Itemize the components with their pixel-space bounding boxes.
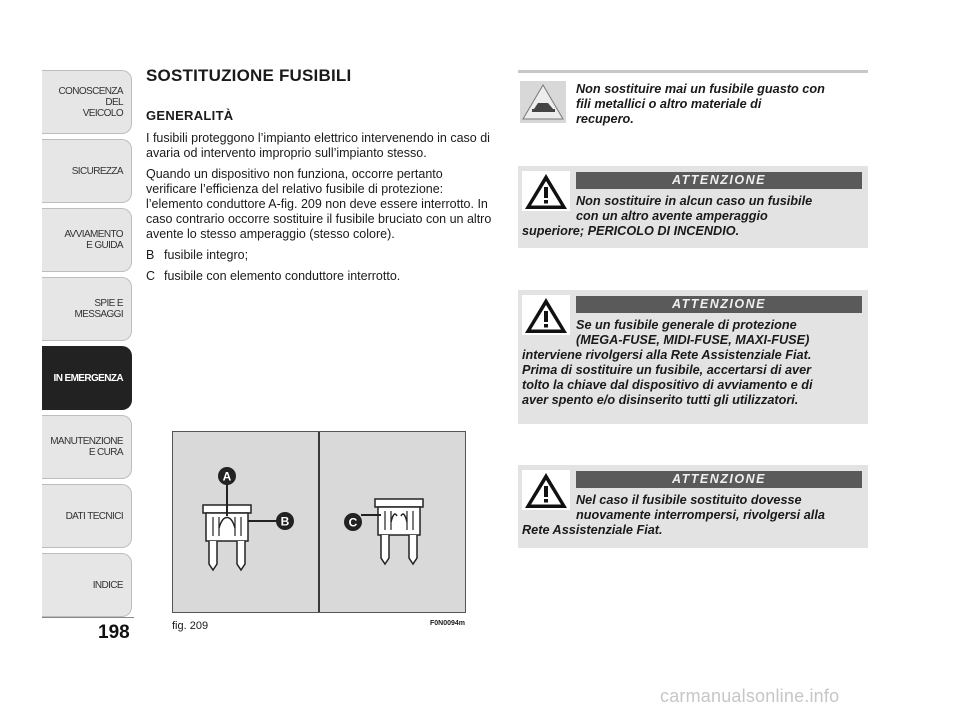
warning-line: Nel caso il fusibile sostituito dovesse xyxy=(576,493,802,507)
paragraph-check: Quando un dispositivo non funziona, occorre pertanto verificare l’efficienza del relativo fusibile di protezione: l’elemento conduttore A-fig. 209 non deve essere interrotto. In caso contrario occorre sostituire il fusibile bruciato con un altro avente lo stesso amperaggio (stesso colore). xyxy=(146,167,492,241)
fuse-figure xyxy=(172,431,466,613)
tab-dati-tecnici[interactable]: DATI TECNICI xyxy=(42,484,132,548)
note-line: recupero. xyxy=(576,112,634,126)
tab-sicurezza[interactable]: SICUREZZA xyxy=(42,139,132,203)
page-number-rule xyxy=(42,617,134,618)
label-a: A xyxy=(222,469,232,484)
main-text-column xyxy=(146,66,496,290)
top-rule xyxy=(518,70,868,73)
label-b-marker xyxy=(276,512,294,530)
warning-box-main-fuse xyxy=(518,290,868,424)
warning-line: Non sostituire in alcun caso un fusibile xyxy=(576,194,813,208)
blown-fuse-drawing xyxy=(361,499,423,564)
label-c: C xyxy=(348,515,358,530)
attention-banner: ATTENZIONE xyxy=(576,296,862,313)
warning-line: nuovamente interrompersi, rivolgersi alla xyxy=(576,508,825,522)
label-a-marker xyxy=(218,467,236,485)
warning-line: aver spento e/o disinserito tutti gli utilizzatori. xyxy=(522,393,799,407)
list-item xyxy=(146,269,496,284)
list-item xyxy=(146,248,496,263)
warning-line: con un altro avente amperaggio xyxy=(576,209,768,223)
warning-line: Prima di sostituire un fusibile, accertarsi di aver xyxy=(522,363,812,377)
list-item-letter: C xyxy=(146,269,156,283)
list-item-letter: B xyxy=(146,248,155,262)
warning-line: Rete Assistenziale Fiat. xyxy=(522,523,663,537)
warning-line: superiore; PERICOLO DI INCENDIO. xyxy=(522,224,740,238)
tab-indice[interactable]: INDICE xyxy=(42,553,132,617)
tab-spie-e-messaggi[interactable]: SPIE E MESSAGGI xyxy=(42,277,132,341)
figure-caption: fig. 209 xyxy=(172,620,209,632)
warning-box-amperage xyxy=(518,166,868,248)
car-on-lift-icon xyxy=(520,81,566,123)
intact-fuse-drawing xyxy=(203,483,277,570)
fuse-illustration xyxy=(173,432,465,612)
figure-code: F0N0094m xyxy=(430,620,466,627)
label-c-marker xyxy=(344,513,362,531)
section-subtitle: GENERALITÀ xyxy=(146,108,234,123)
list-item-text: fusibile con elemento conduttore interrotto. xyxy=(164,269,401,283)
note-metal-wire xyxy=(518,77,868,124)
warning-line: interviene rivolgersi alla Rete Assistenziale Fiat. xyxy=(522,348,812,362)
label-b: B xyxy=(280,514,290,529)
warning-line: tolto la chiave dal dispositivo di avviamento e di xyxy=(522,378,813,392)
warning-box-repeated-failure xyxy=(518,465,868,548)
page-number: 198 xyxy=(98,622,130,643)
watermark: carmanualsonline.info xyxy=(660,686,840,706)
warning-line: Se un fusibile generale di protezione xyxy=(576,318,797,332)
tab-conoscenza-del-veicolo[interactable]: CONOSCENZA DEL VEICOLO xyxy=(42,70,132,134)
tab-in-emergenza[interactable]: IN EMERGENZA xyxy=(42,346,132,410)
note-line: fili metallici o altro materiale di xyxy=(576,97,762,111)
attention-banner: ATTENZIONE xyxy=(576,172,862,189)
paragraph-intro: I fusibili proteggono l’impianto elettrico intervenendo in caso di avaria od intervento improprio sull’impianto stesso. xyxy=(146,131,490,160)
page-title: SOSTITUZIONE FUSIBILI xyxy=(146,66,352,85)
attention-banner: ATTENZIONE xyxy=(576,471,862,488)
tab-manutenzione-e-cura[interactable]: MANUTENZIONE E CURA xyxy=(42,415,132,479)
list-item-text: fusibile integro; xyxy=(164,248,249,262)
note-line: Non sostituire mai un fusibile guasto con xyxy=(576,82,825,96)
tab-avviamento-e-guida[interactable]: AVVIAMENTO E GUIDA xyxy=(42,208,132,272)
warning-line: (MEGA-FUSE, MIDI-FUSE, MAXI-FUSE) xyxy=(576,333,810,347)
